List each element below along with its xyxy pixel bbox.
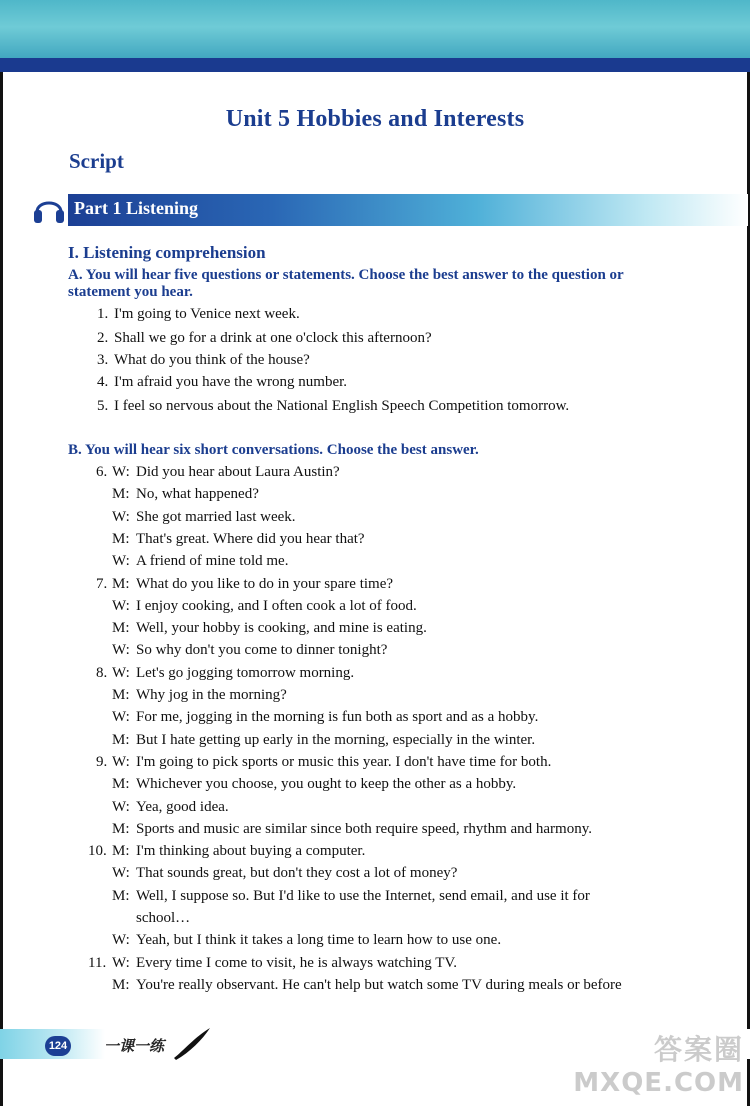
speaker-label: W:	[112, 865, 130, 881]
dialogue-text: What do you like to do in your spare time?	[136, 576, 394, 592]
watermark-cn: 答案圈	[653, 1033, 744, 1066]
speaker-label: W:	[112, 754, 130, 770]
dialogue-text: Well, I suppose so. But I'd like to use the Internet, send email, and use it for	[136, 888, 590, 904]
part-a-instruction: A. You will hear five questions or statements. Choose the best answer to the question or statement you hear.	[68, 267, 624, 300]
dialogue-text: She got married last week.	[136, 509, 296, 525]
speaker-label: W:	[112, 553, 130, 569]
dialogue-text: That sounds great, but don't they cost a lot of money?	[136, 865, 458, 881]
part-a-item-text: I'm going to Venice next week.	[114, 306, 300, 322]
footer-brand: 一课一练	[104, 1039, 165, 1055]
speaker-label: M:	[112, 843, 130, 859]
dialogue-text: No, what happened?	[136, 486, 259, 502]
part-a-item-text: What do you think of the house?	[114, 352, 310, 368]
dialogue-text: Why jog in the morning?	[136, 687, 287, 703]
speaker-label: W:	[112, 709, 130, 725]
speaker-label: W:	[112, 464, 130, 480]
part-a-item-text: I'm afraid you have the wrong number.	[114, 374, 348, 390]
conversation-number: 11.	[88, 955, 107, 971]
top-banner	[0, 0, 750, 60]
speaker-label: W:	[112, 932, 130, 948]
page-number: 124	[45, 1036, 71, 1056]
dialogue-text: Every time I come to visit, he is always watching TV.	[136, 955, 458, 971]
part-a-item-number: 4.	[97, 374, 109, 390]
speaker-label: M:	[112, 687, 130, 703]
part-a-item-number: 5.	[97, 398, 109, 414]
dialogue-text: Yeah, but I think it takes a long time to learn how to use one.	[136, 932, 502, 948]
part-a-item-number: 2.	[97, 330, 109, 346]
pen-icon	[172, 1026, 212, 1062]
dialogue-text: Well, your hobby is cooking, and mine is eating.	[136, 620, 427, 636]
top-stripe	[0, 58, 750, 72]
part-b-instruction: B. You will hear six short conversations. Choose the best answer.	[68, 442, 479, 458]
speaker-label: M:	[112, 776, 130, 792]
speaker-label: M:	[112, 888, 130, 904]
dialogue-text: Let's go jogging tomorrow morning.	[136, 665, 355, 681]
part-a-item-number: 3.	[97, 352, 109, 368]
section-title: Script	[69, 149, 124, 173]
speaker-label: W:	[112, 799, 130, 815]
dialogue-text: You're really observant. He can't help but watch some TV during meals or before	[136, 977, 622, 993]
headphones-icon	[33, 192, 65, 226]
conversation-number: 8.	[96, 665, 108, 681]
conversation-number: 6.	[96, 464, 108, 480]
unit-title: Unit 5 Hobbies and Interests	[225, 106, 525, 132]
speaker-label: M:	[112, 732, 130, 748]
speaker-label: M:	[112, 531, 130, 547]
conversation-number: 9.	[96, 754, 108, 770]
dialogue-text: Whichever you choose, you ought to keep the other as a hobby.	[136, 776, 517, 792]
speaker-label: M:	[112, 576, 130, 592]
dialogue-text: school…	[136, 910, 191, 926]
speaker-label: W:	[112, 509, 130, 525]
dialogue-text: So why don't you come to dinner tonight?	[136, 642, 388, 658]
conversation-number: 10.	[88, 843, 107, 859]
part-a-item-text: Shall we go for a drink at one o'clock this afternoon?	[114, 330, 432, 346]
dialogue-text: But I hate getting up early in the morning, especially in the winter.	[136, 732, 536, 748]
speaker-label: M:	[112, 486, 130, 502]
dialogue-text: For me, jogging in the morning is fun both as sport and as a hobby.	[136, 709, 539, 725]
part-label: Part 1 Listening	[74, 198, 198, 218]
speaker-label: M:	[112, 821, 130, 837]
speaker-label: W:	[112, 598, 130, 614]
dialogue-text: Yea, good idea.	[136, 799, 229, 815]
conversation-number: 7.	[96, 576, 108, 592]
dialogue-text: That's great. Where did you hear that?	[136, 531, 365, 547]
speaker-label: W:	[112, 642, 130, 658]
speaker-label: W:	[112, 955, 130, 971]
dialogue-text: Did you hear about Laura Austin?	[136, 464, 340, 480]
speaker-label: M:	[112, 977, 130, 993]
dialogue-text: I'm going to pick sports or music this year. I don't have time for both.	[136, 754, 552, 770]
speaker-label: W:	[112, 665, 130, 681]
watermark-en: MXQE.COM	[573, 1068, 744, 1098]
watermark	[573, 1028, 744, 1098]
part-a-item-number: 1.	[97, 306, 109, 322]
dialogue-text: I enjoy cooking, and I often cook a lot of food.	[136, 598, 417, 614]
speaker-label: M:	[112, 620, 130, 636]
dialogue-text: A friend of mine told me.	[136, 553, 289, 569]
section-i-heading: I. Listening comprehension	[68, 243, 266, 262]
part-a-item-text: I feel so nervous about the National English Speech Competition tomorrow.	[114, 398, 570, 414]
dialogue-text: I'm thinking about buying a computer.	[136, 843, 366, 859]
dialogue-text: Sports and music are similar since both require speed, rhythm and harmony.	[136, 821, 592, 837]
